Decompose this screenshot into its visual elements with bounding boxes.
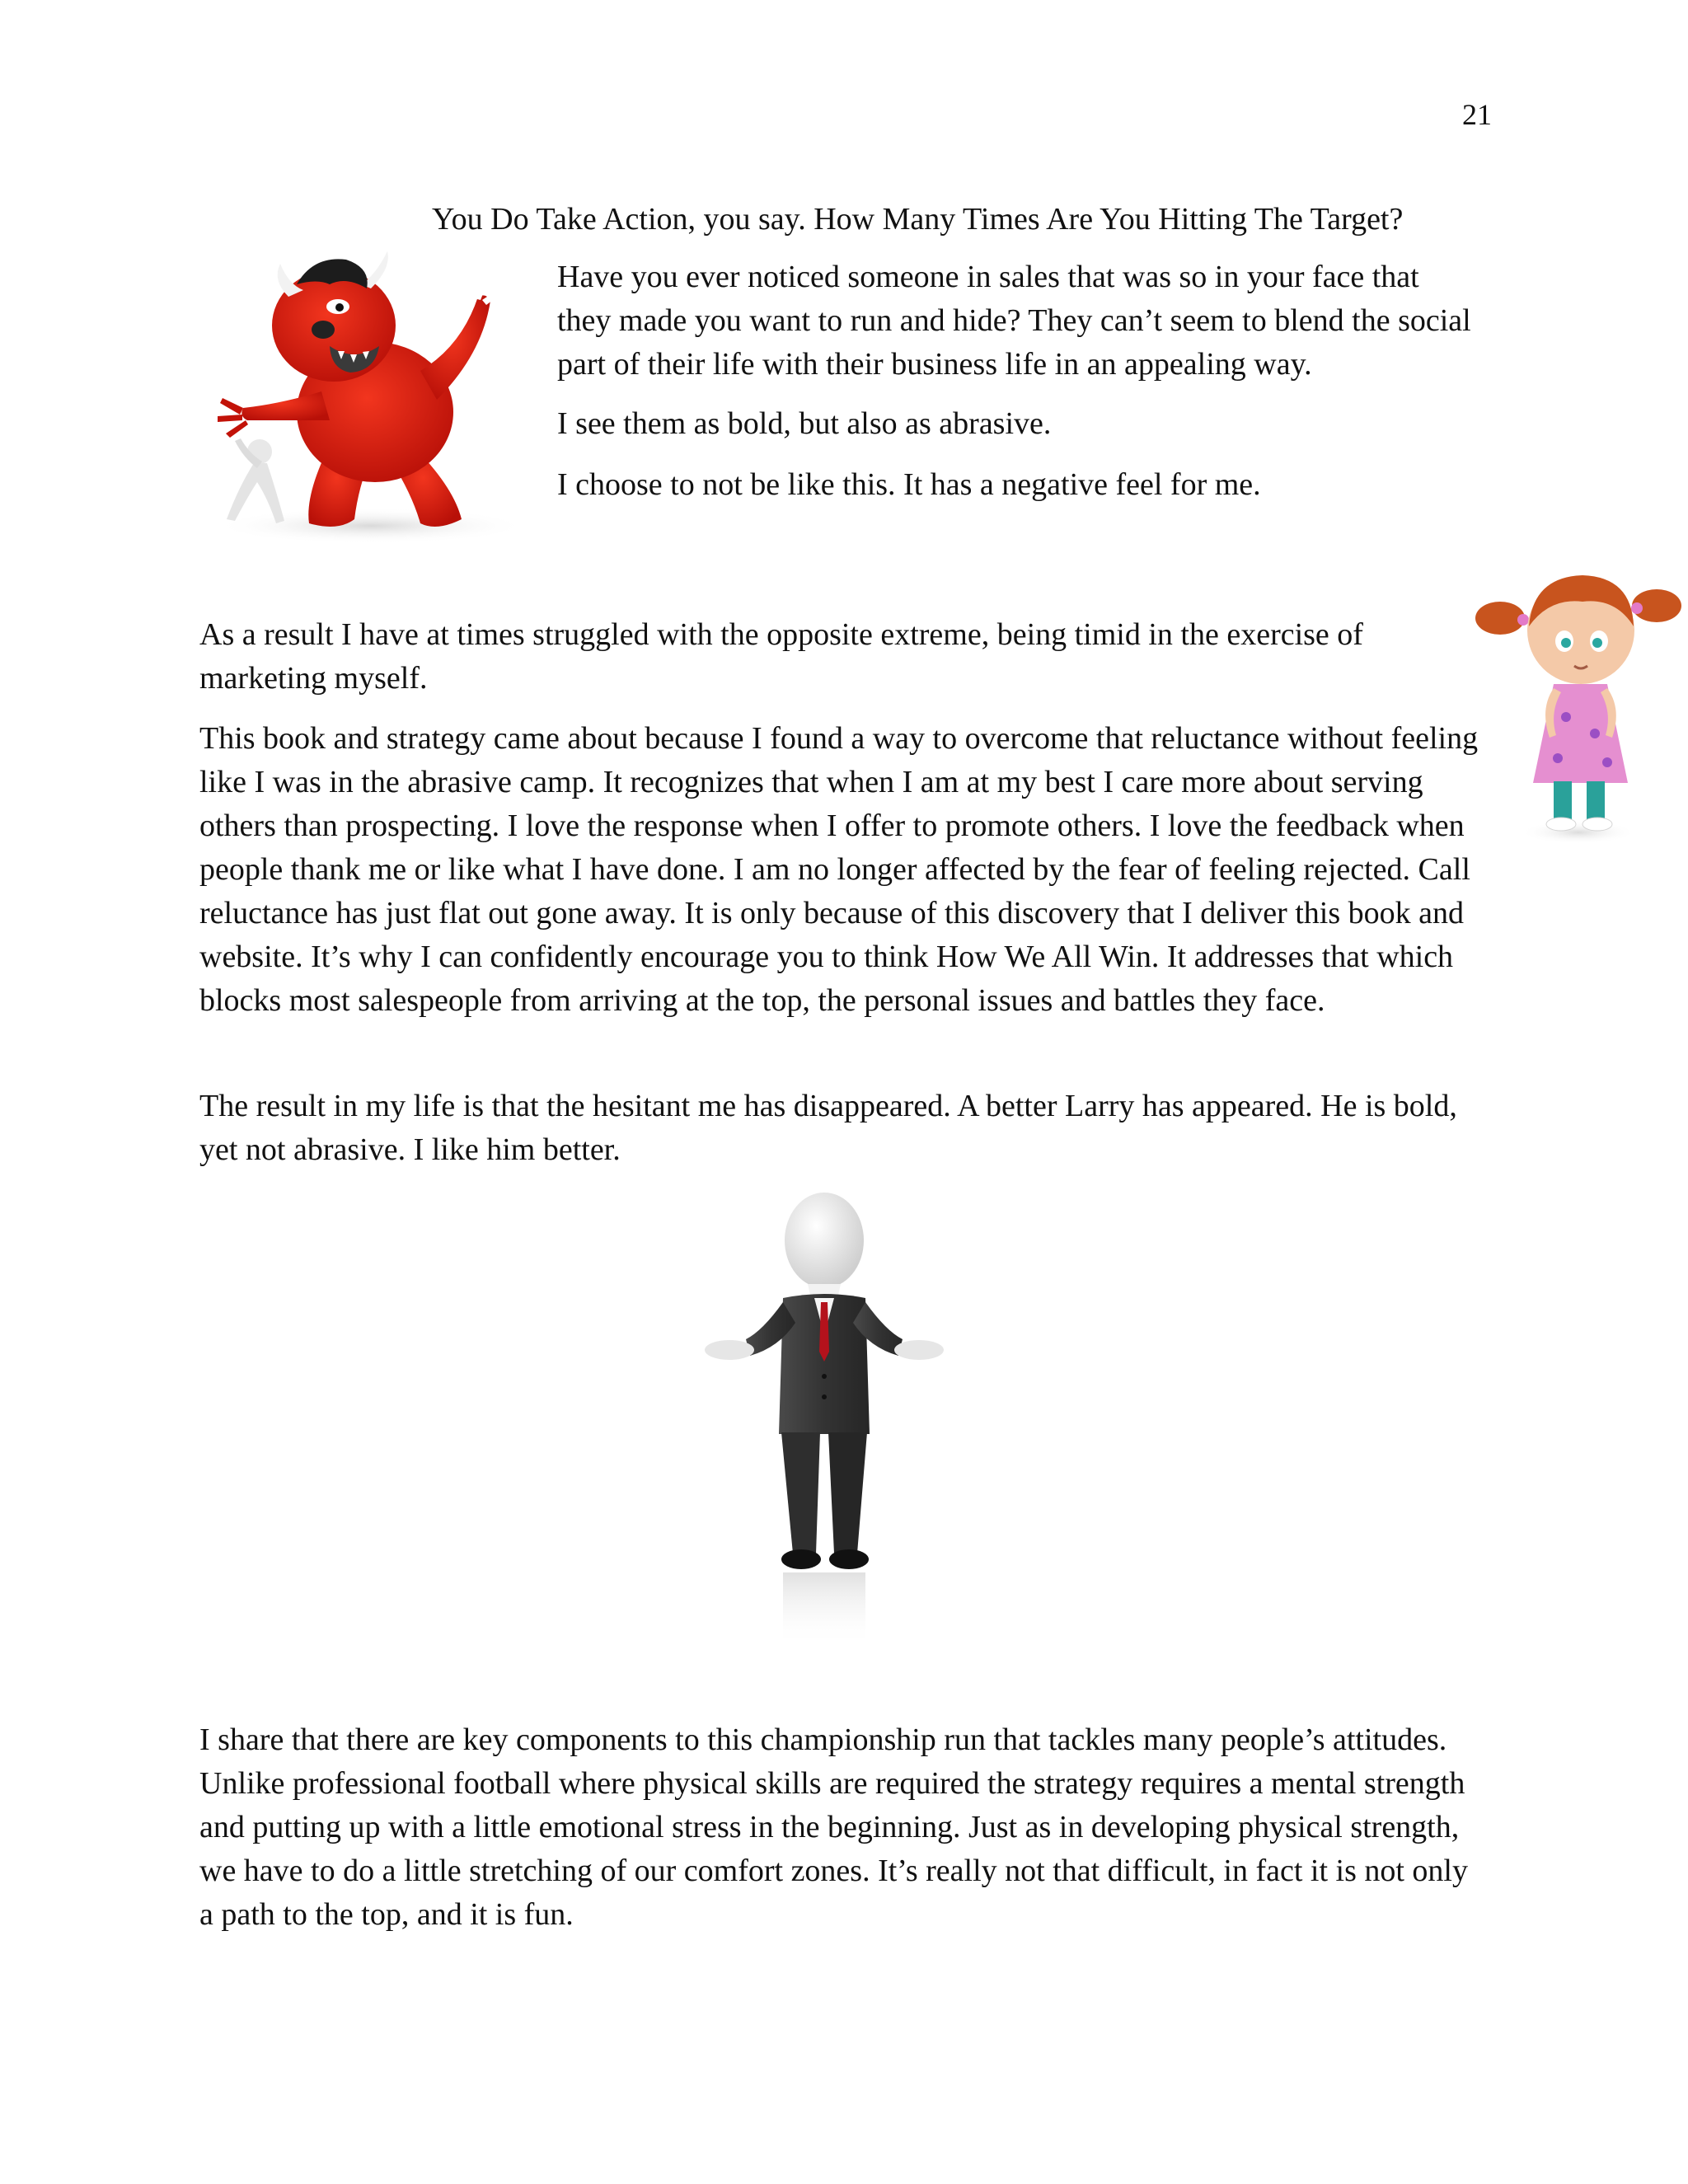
paragraph-key-components: I share that there are key components to this championship run that tackles many people’s attitudes. Unlike professional football where physical skills are required the strategy requires a mental strength and putting up with a little emotional stress in the beginning. Just as in developing physical strength, we have to do a little stretching of our comfort zones. It’s really not that difficult, in fact it is not only a path to the top, and it is fun. [199,1722,1468,1932]
paragraph-bold-abrasive: I see them as bold, but also as abrasive. [557,406,1052,441]
paragraph-result-timid: As a result I have at times struggled with the opposite extreme, being timid in the exercise of marketing myself. [199,617,1363,696]
suited-figure-shrugging-illustration [701,1187,981,1648]
paragraph-choose: I choose to not be like this. It has a negative feel for me. [557,467,1261,502]
paragraph-better-larry: The result in my life is that the hesitant me has disappeared. A better Larry has appeared. He is bold, yet not abrasive. I like him better. [199,1089,1457,1167]
section-heading: You Do Take Action, you say. How Many Times Are You Hitting The Target? [432,202,1404,237]
red-monster-illustration [206,247,536,560]
page-number: 21 [1462,98,1492,131]
shy-girl-illustration [1475,560,1688,857]
paragraph-book-strategy: This book and strategy came about because I found a way to overcome that reluctance without feeling like I was in the abrasive camp. It recognizes that when I am at my best I care more about serving others than prospecting. I love the response when I offer to promote others. I love the feedback when people thank me or like what I have done. I am no longer affected by the fear of feeling rejected. Call reluctance has just flat out gone away. It is only because of this discovery that I deliver this book and website. It’s why I can confidently encourage you to think How We All Win. It addresses that which blocks most salespeople from arriving at the top, the personal issues and battles they face. [199,721,1479,1018]
paragraph-intro: Have you ever noticed someone in sales that was so in your face that they made you want to run and hide? They can’t seem to blend the social part of their life with their business life in an appealing way. [557,260,1471,382]
